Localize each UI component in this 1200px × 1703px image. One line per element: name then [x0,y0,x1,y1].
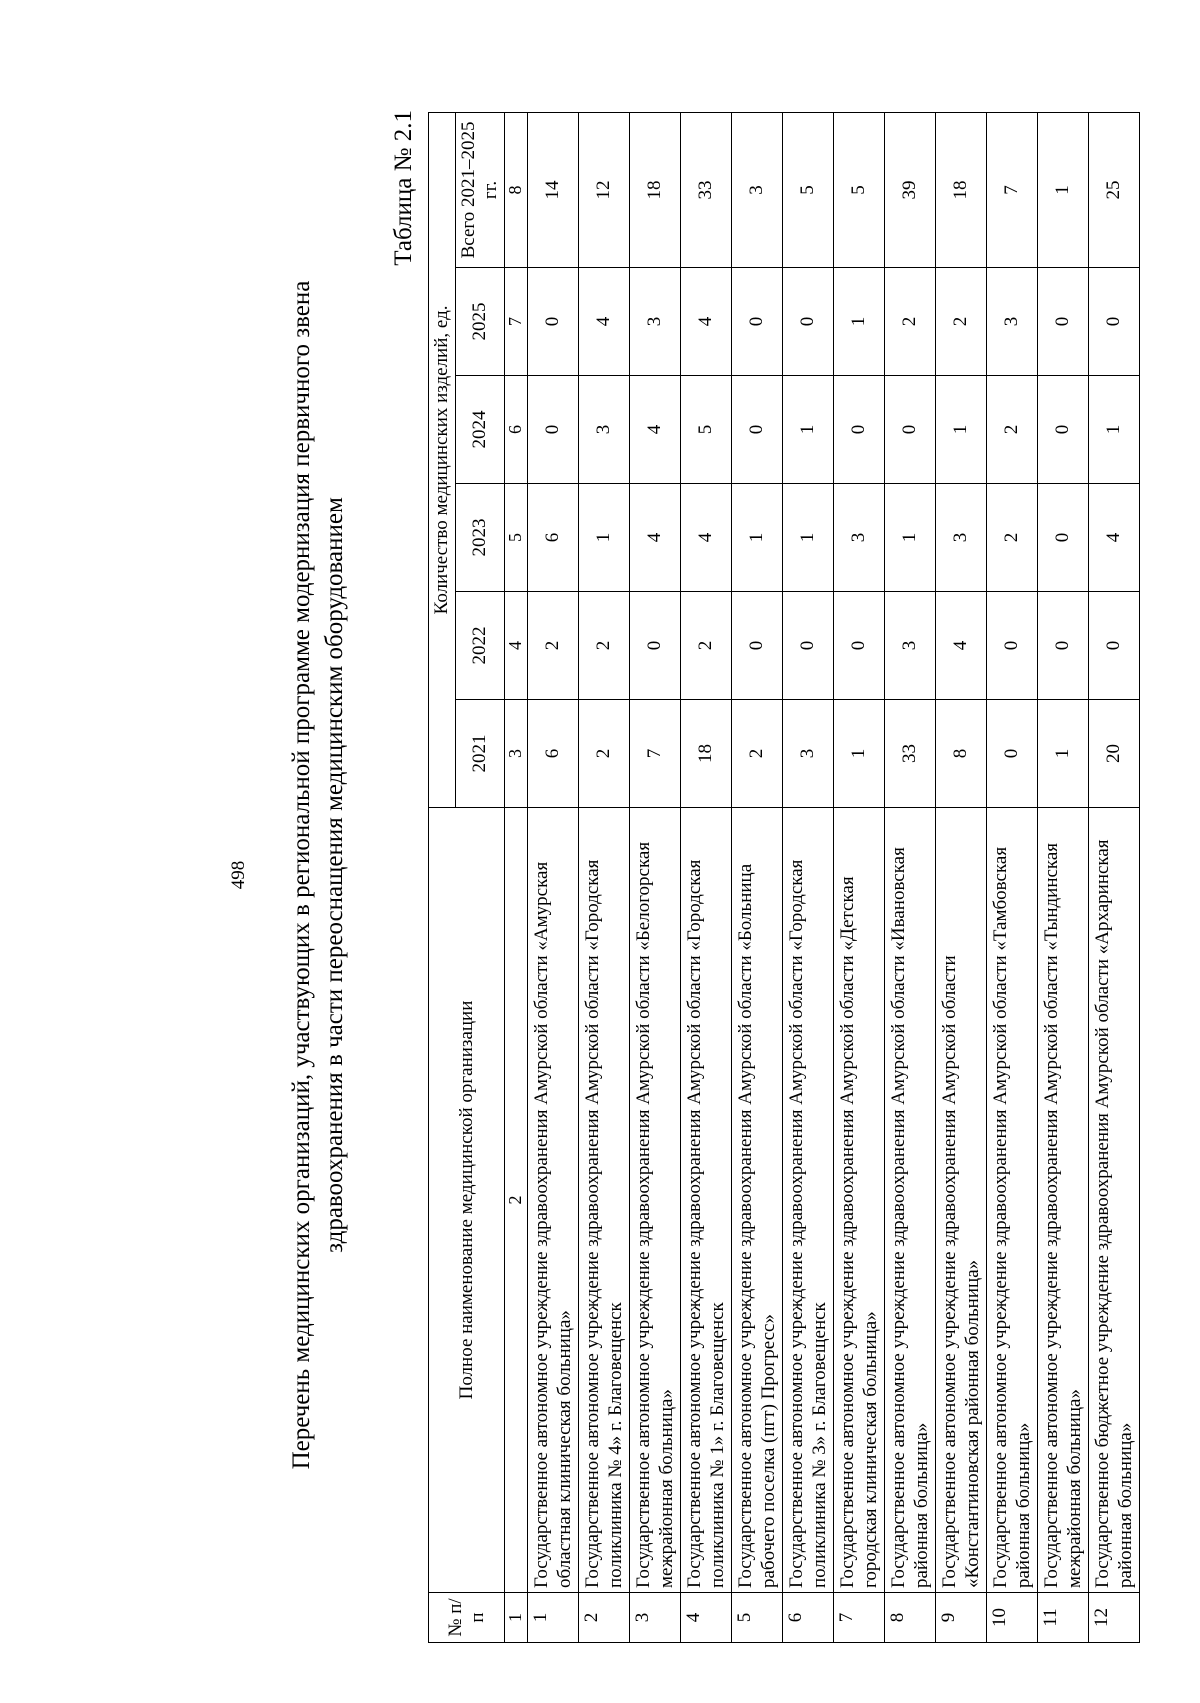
table-caption: Таблица № 2.1 [390,110,417,266]
year-count: 0 [885,376,936,484]
row-number: 12 [1089,1593,1140,1643]
row-number: 1 [528,1593,579,1643]
row-number: 4 [681,1593,732,1643]
header-year: 2025 [456,268,505,376]
row-number: 2 [579,1593,630,1643]
year-count: 0 [630,592,681,700]
year-count: 5 [681,376,732,484]
column-index: 1 [505,1593,528,1643]
year-count: 0 [528,268,579,376]
year-count: 0 [834,592,885,700]
header-name: Полное наименование медицинской организации [429,808,505,1593]
organization-name: Государственное автономное учреждение здравоохранения Амурской области «Городская поликлиника № 1» г. Благовещенск [681,808,732,1593]
year-count: 2 [528,592,579,700]
year-count: 2 [987,484,1038,592]
year-count: 2 [681,592,732,700]
year-count: 0 [987,700,1038,808]
year-count: 1 [936,376,987,484]
header-group: Количество медицинских изделий, ед. [429,112,456,807]
organization-name: Государственное автономное учреждение здравоохранения Амурской области «Константиновская районная больница» [936,808,987,1593]
year-count: 0 [783,592,834,700]
column-index: 8 [505,112,528,267]
year-count: 1 [732,484,783,592]
row-number: 9 [936,1593,987,1643]
year-count: 1 [834,268,885,376]
year-count: 0 [732,376,783,484]
year-count: 2 [579,700,630,808]
table-row [630,112,681,1642]
organization-name: Государственное автономное учреждение здравоохранения Амурской области «Тындинская межрайонная больница» [1038,808,1089,1593]
year-count: 0 [528,376,579,484]
organization-name: Государственное автономное учреждение здравоохранения Амурской области «Ивановская районная больница» [885,808,936,1593]
table-row [834,112,885,1642]
year-count: 1 [885,484,936,592]
total-count: 33 [681,112,732,267]
organization-name: Государственное автономное учреждение здравоохранения Амурской области «Городская поликлиника № 4» г. Благовещенск [579,808,630,1593]
year-count: 3 [885,592,936,700]
year-count: 4 [1089,484,1140,592]
header-year: 2021 [456,700,505,808]
table-row [885,112,936,1642]
total-count: 18 [630,112,681,267]
organization-name: Государственное автономное учреждение здравоохранения Амурской области «Белогорская межрайонная больница» [630,808,681,1593]
total-count: 3 [732,112,783,267]
year-count: 0 [987,592,1038,700]
year-count: 4 [681,484,732,592]
year-count: 2 [987,376,1038,484]
year-count: 0 [1089,268,1140,376]
year-count: 0 [732,268,783,376]
year-count: 4 [681,268,732,376]
total-count: 7 [987,112,1038,267]
header-year: 2022 [456,592,505,700]
year-count: 4 [630,484,681,592]
year-count: 3 [936,484,987,592]
organizations-table [428,112,1140,1643]
row-number: 5 [732,1593,783,1643]
year-count: 3 [783,700,834,808]
column-index: 7 [505,268,528,376]
column-index: 2 [505,808,528,1593]
row-number: 11 [1038,1593,1089,1643]
row-number: 8 [885,1593,936,1643]
year-count: 3 [630,268,681,376]
year-count: 0 [1089,592,1140,700]
row-number: 6 [783,1593,834,1643]
year-count: 33 [885,700,936,808]
year-count: 3 [579,376,630,484]
table-row [579,112,630,1642]
total-count: 5 [783,112,834,267]
organization-name: Государственное бюджетное учреждение здравоохранения Амурской области «Архаринская районная больница» [1089,808,1140,1593]
year-count: 20 [1089,700,1140,808]
year-count: 0 [1038,484,1089,592]
year-count: 0 [1038,268,1089,376]
year-count: 4 [630,376,681,484]
year-count: 1 [1089,376,1140,484]
total-count: 14 [528,112,579,267]
year-count: 3 [834,484,885,592]
organization-name: Государственное автономное учреждение здравоохранения Амурской области «Тамбовская районная больница» [987,808,1038,1593]
table-row [987,112,1038,1642]
total-count: 1 [1038,112,1089,267]
year-count: 2 [885,268,936,376]
year-count: 4 [579,268,630,376]
column-index: 4 [505,592,528,700]
year-count: 1 [1038,700,1089,808]
total-count: 25 [1089,112,1140,267]
year-count: 2 [579,592,630,700]
header-total: Всего 2021–2025 гг. [456,112,505,267]
year-count: 1 [579,484,630,592]
column-index: 3 [505,700,528,808]
year-count: 2 [936,268,987,376]
year-count: 0 [834,376,885,484]
header-row-top [429,112,456,1642]
year-count: 1 [783,484,834,592]
table-row [1038,112,1089,1642]
table-row [528,112,579,1642]
year-count: 0 [1038,592,1089,700]
header-year: 2024 [456,376,505,484]
year-count: 2 [732,700,783,808]
row-number: 7 [834,1593,885,1643]
organization-name: Государственное автономное учреждение здравоохранения Амурской области «Городская поликлиника № 3» г. Благовещенск [783,808,834,1593]
header-num: № п/п [429,1593,505,1643]
year-count: 18 [681,700,732,808]
year-count: 4 [936,592,987,700]
row-number: 10 [987,1593,1038,1643]
column-index: 6 [505,376,528,484]
table-row [732,112,783,1642]
year-count: 0 [732,592,783,700]
year-count: 3 [987,268,1038,376]
table-row [936,112,987,1642]
year-count: 0 [783,268,834,376]
column-index-row [505,112,528,1642]
rotated-sheet [180,95,1136,1655]
year-count: 7 [630,700,681,808]
table-row [681,112,732,1642]
table-row [1089,112,1140,1642]
total-count: 5 [834,112,885,267]
row-number: 3 [630,1593,681,1643]
year-count: 8 [936,700,987,808]
page-number: 498 [228,860,249,890]
total-count: 39 [885,112,936,267]
column-index: 5 [505,484,528,592]
year-count: 1 [834,700,885,808]
document-title: Перечень медицинских организаций, участвующих в региональной программе модернизация первичного звена здравоохранения в части переоснащения медицинским оборудованием [288,280,348,1470]
year-count: 6 [528,700,579,808]
organization-name: Государственное автономное учреждение здравоохранения Амурской области «Амурская областная клиническая больница» [528,808,579,1593]
year-count: 1 [783,376,834,484]
table-body [505,112,1140,1642]
year-count: 6 [528,484,579,592]
year-count: 0 [1038,376,1089,484]
total-count: 18 [936,112,987,267]
total-count: 12 [579,112,630,267]
table-row [783,112,834,1642]
header-year: 2023 [456,484,505,592]
organization-name: Государственное автономное учреждение здравоохранения Амурской области «Детская городская клиническая больница» [834,808,885,1593]
organization-name: Государственное автономное учреждение здравоохранения Амурской области «Больница рабочего поселка (пгт) Прогресс» [732,808,783,1593]
